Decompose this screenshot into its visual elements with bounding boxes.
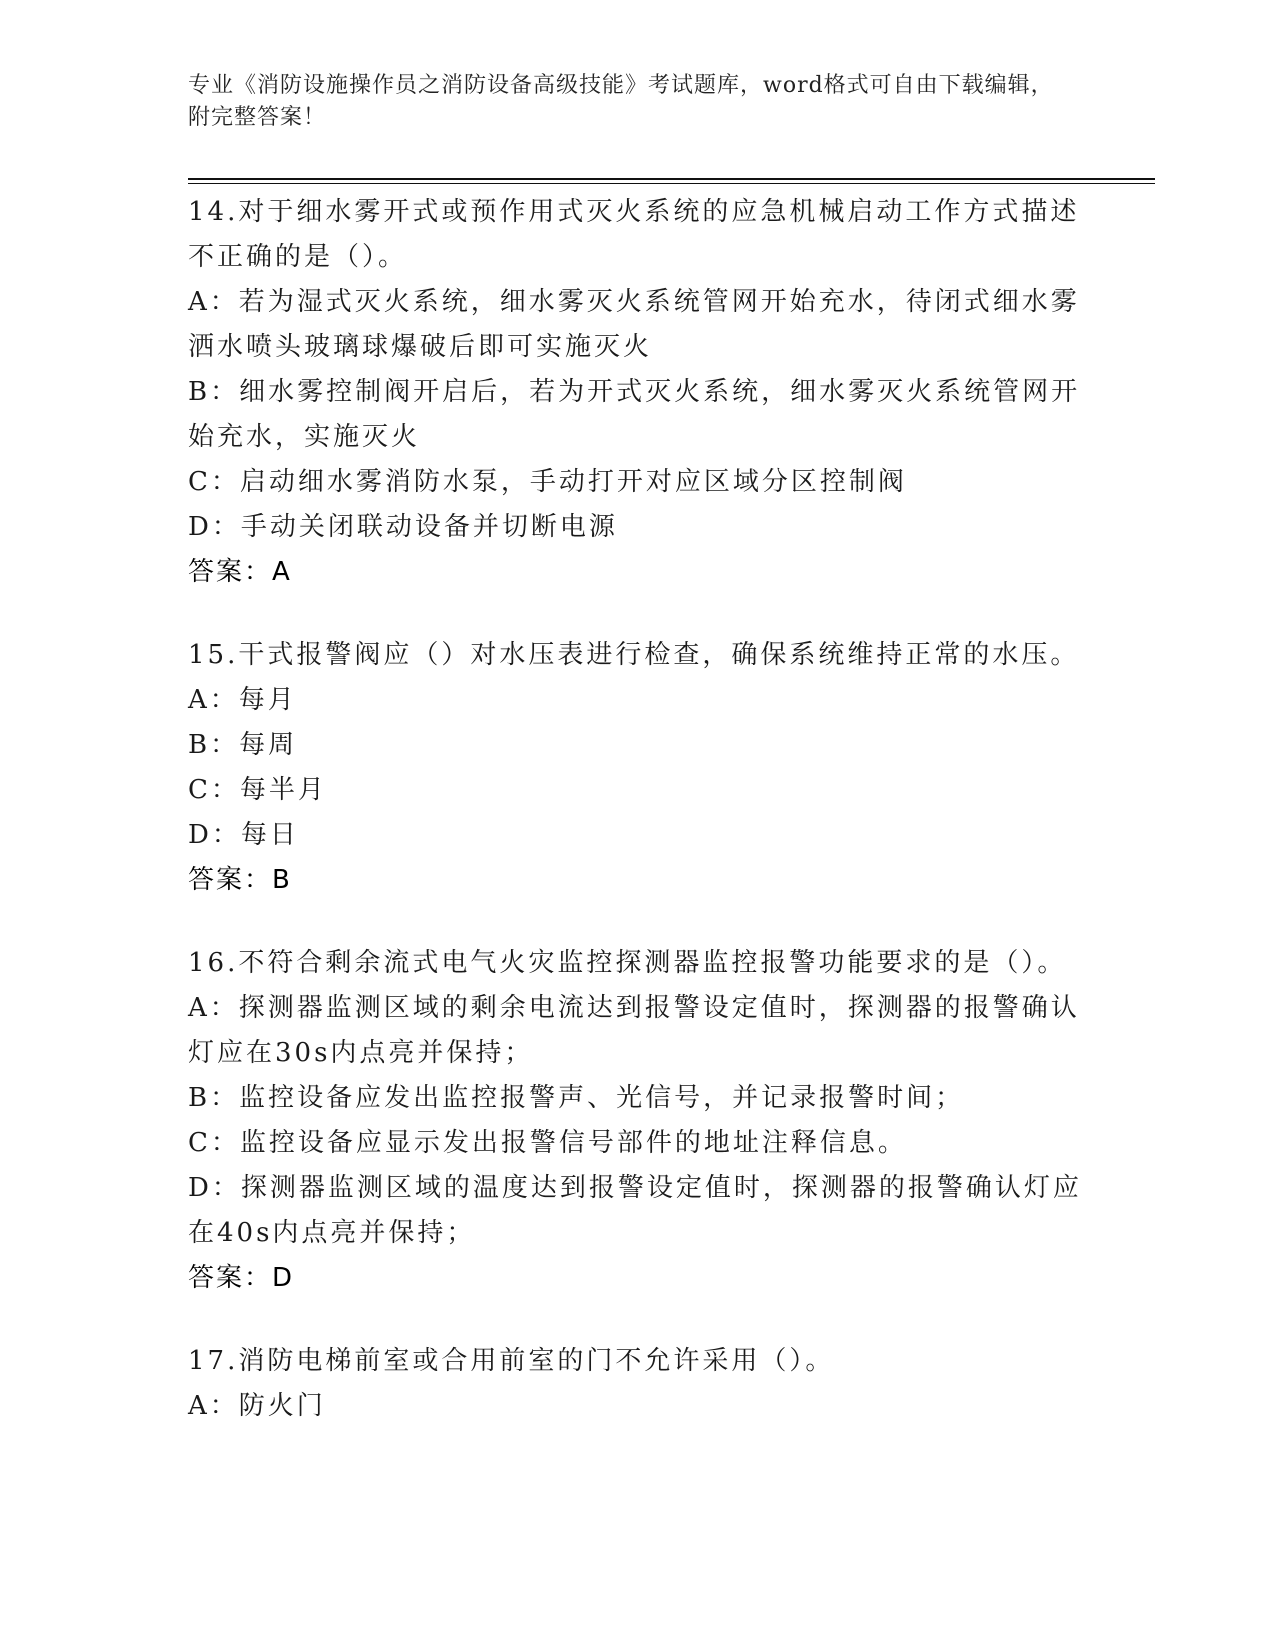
- answer-line: 答案：B: [188, 865, 292, 895]
- option-a: A：防火门: [188, 1391, 326, 1421]
- option-a: A：探测器监测区域的剩余电流达到报警设定值时，探测器的报警确认灯应在30s内点亮并保持；: [188, 993, 1080, 1068]
- question-stem: 16.不符合剩余流式电气火灾监控探测器监控报警功能要求的是（）。: [188, 948, 1067, 978]
- option-d: D：每日: [188, 820, 299, 850]
- document-header: [188, 70, 1068, 134]
- question-stem: 14.对于细水雾开式或预作用式灭火系统的应急机械启动工作方式描述不正确的是（）。: [188, 197, 1080, 272]
- option-a: A：每月: [188, 685, 297, 715]
- question-14: [188, 190, 1088, 595]
- question-list: [188, 190, 1088, 1467]
- question-stem: 17.消防电梯前室或合用前室的门不允许采用（）。: [188, 1346, 835, 1376]
- question-15: [188, 633, 1088, 903]
- header-text: 专业《消防设施操作员之消防设备高级技能》考试题库，word格式可自由下载编辑，附完整答案！: [188, 73, 1054, 130]
- option-d: D：手动关闭联动设备并切断电源: [188, 512, 618, 542]
- answer-line: 答案：A: [188, 557, 292, 587]
- header-divider-thin: [188, 183, 1155, 184]
- question-17: [188, 1339, 1088, 1429]
- option-c: C：启动细水雾消防水泵，手动打开对应区域分区控制阀: [188, 467, 907, 497]
- option-a: A：若为湿式灭火系统，细水雾灭火系统管网开始充水，待闭式细水雾洒水喷头玻璃球爆破后即可实施灭火: [188, 287, 1080, 362]
- option-c: C：监控设备应显示发出报警信号部件的地址注释信息。: [188, 1128, 907, 1158]
- option-b: B：监控设备应发出监控报警声、光信号，并记录报警时间；: [188, 1083, 965, 1113]
- answer-line: 答案：D: [188, 1263, 295, 1293]
- option-b: B：细水雾控制阀开启后，若为开式灭火系统，细水雾灭火系统管网开始充水，实施灭火: [188, 377, 1081, 452]
- option-d: D：探测器监测区域的温度达到报警设定值时，探测器的报警确认灯应在40s内点亮并保持；: [188, 1173, 1082, 1248]
- option-c: C：每半月: [188, 775, 327, 805]
- header-divider-thick: [188, 178, 1155, 180]
- option-b: B：每周: [188, 730, 298, 760]
- question-16: [188, 941, 1088, 1301]
- question-stem: 15.干式报警阀应（）对水压表进行检查，确保系统维持正常的水压。: [188, 640, 1080, 670]
